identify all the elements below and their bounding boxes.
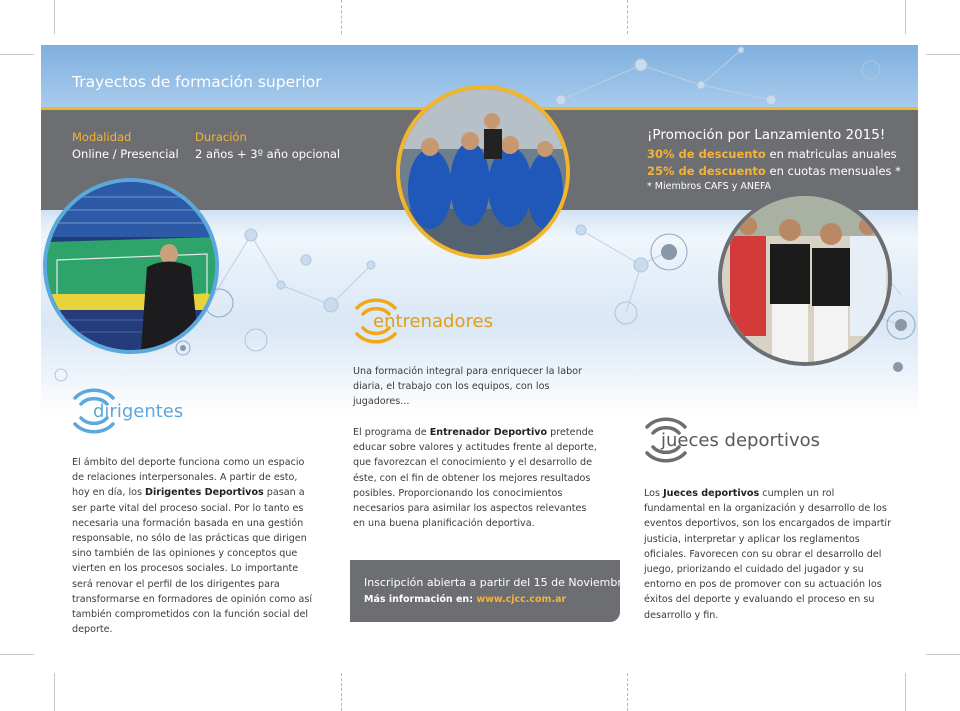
crop-mark [54,0,55,34]
duracion-value: 2 años + 3º año opcional [195,147,341,161]
dirigentes-heading [69,380,183,442]
stadium-photo [43,178,219,354]
promo-discount-2: 25% de descuento [647,164,766,178]
crop-mark [0,654,34,655]
duracion-label: Duración [195,130,247,144]
entrenadores-title: entrenadores [373,310,493,332]
crop-mark [905,673,906,711]
jueces-title: jueces deportivos [661,429,820,451]
website-link[interactable]: www.cjcc.com.ar [476,594,567,605]
more-info-label: Más información en: [364,594,477,605]
crop-mark [54,673,55,711]
registration-text: Inscripción abierta a partir del 15 de Noviembre [364,576,629,589]
jueces-bold: Jueces deportivos [663,488,760,499]
promo-discount-1: 30% de descuento [647,147,766,161]
crop-mark [926,654,960,655]
promo-line-1 [647,147,897,161]
crop-mark [0,54,34,55]
promo-note: * Miembros CAFS y ANEFA [647,181,772,192]
crop-mark [905,0,906,34]
dirigentes-bold: Dirigentes Deportivos [145,487,264,499]
promo-line-2 [647,164,901,178]
jueces-text-2: cumplen un rol fundamental en la organización y desarrollo de los eventos deportivos, son los encargados de impartir justicia, interpretar y aplicar los reglamentos oficiales. Favorecen con su obrar el desarrollo del juego, priorizando el cuidado del jugador y su entorno en pos de promover con su actuación los éxitos del deporte y evaluando el proceso en su desarrollo y fin. [644,488,892,621]
modalidad-label: Modalidad [72,130,132,144]
referees-photo [718,192,892,366]
dirigentes-title: dirigentes [93,400,184,422]
jueces-heading [641,409,820,471]
page-title: Trayectos de formación superior [72,73,322,91]
entrenadores-intro: Una formación integral para enriquecer la labor diaria, el trabajo con los equipos, con los jugadores... [353,366,582,408]
jueces-text [644,486,894,623]
fold-mark [627,673,628,711]
entrenadores-text [353,425,601,531]
jueces-text-1: Los [644,488,664,499]
more-info [364,594,566,605]
promo-title: ¡Promoción por Lanzamiento 2015! [647,127,886,143]
brochure-sheet [41,45,918,657]
registration-box [350,560,629,622]
crop-mark [926,54,960,55]
dirigentes-text-2: pasan a ser parte vital del proceso social. Por lo tanto es necesaria una formación basada en una gestión responsable, no sólo de las prácticas que dirigen sino también de las opiniones y conceptos que vierten en los procesos sociales. Lo importante será renovar el perfil de los dirigentes para transformarse en formadores de opinión como así también comprometidos con la función social del deporte. [72,487,313,636]
fold-mark [341,673,342,711]
fold-mark [627,0,628,34]
modalidad-value: Online / Presencial [72,147,179,161]
team-photo [396,85,570,259]
promo-text-2: en cuotas mensuales * [765,164,901,178]
entrenadores-text-1: El programa de [353,427,430,438]
promo-text-1: en matriculas anuales [765,147,897,161]
entrenadores-bold: Entrenador Deportivo [429,427,548,438]
entrenadores-text-2: pretende educar sobre valores y actitudes frente al deporte, que favorezcan el conocimiento y el desarrollo de éste, con el fin de obtener los mejores resultados posibles. Proporcionando los conocimientos necesarios para asimilar los aspectos relevantes en una buena planificación deportiva. [353,427,597,530]
entrenadores-heading [351,290,493,352]
dirigentes-text-1: El ámbito del deporte funciona como un espacio de relaciones interpersonales. A partir de esto, hoy en día, los [72,457,305,499]
dirigentes-text [72,455,316,637]
fold-mark [341,0,342,34]
